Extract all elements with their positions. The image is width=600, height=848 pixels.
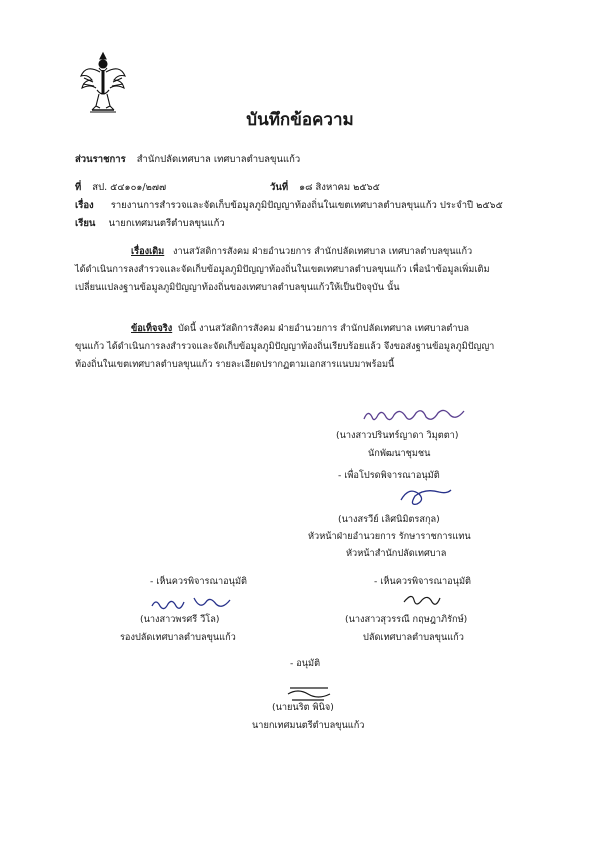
no-label: ที่: [75, 182, 82, 193]
signer-position: หัวหน้าสำนักปลัดเทศบาล: [346, 548, 447, 559]
paragraph-line: ท้องถิ่นในเขตเทศบาลตำบลขุนแก้ว รายละเอียดปรากฏตามเอกสารแนบมาพร้อมนี้: [75, 359, 395, 370]
approval-note: - เห็นควรพิจารณาอนุมัติ: [150, 576, 247, 587]
signature-mark: [395, 484, 455, 508]
approval-note: - อนุมัติ: [290, 658, 321, 669]
to-label: เรียน: [75, 218, 96, 229]
signer-position: นายกเทศมนตรีตำบลขุนแก้ว: [252, 720, 365, 731]
dept-line: [75, 152, 300, 167]
signer-name: (นางสาวสุวรรณี กฤษฎาภิรักษ์): [345, 614, 468, 625]
date-value: ๑๘ สิงหาคม ๒๕๖๕: [299, 182, 380, 193]
subject-line: [75, 198, 503, 213]
no-value: สป. ๕๔๑๐๑/๒๗๗: [92, 182, 167, 193]
signer-name: (นายนริต พินิจ): [272, 702, 334, 713]
signature-mark: [148, 592, 238, 614]
date-line: [270, 180, 380, 195]
paragraph-heading: ข้อเท็จจริง: [131, 323, 173, 334]
approval-note: - เพื่อโปรดพิจารณาอนุมัติ: [338, 470, 440, 481]
date-label: วันที่: [270, 182, 289, 193]
signer-name: (นางสาวพรศรี วีโล): [140, 614, 220, 625]
paragraph-line: บัดนี้ งานสวัสดิการสังคม ฝ่ายอำนวยการ สำนักปลัดเทศบาล เทศบาลตำบล: [178, 323, 470, 334]
paragraph-facts: [75, 320, 555, 374]
to-line: [75, 216, 225, 231]
paragraph-line: เปลี่ยนแปลงฐานข้อมูลภูมิปัญญาท้องถิ่นของเทศบาลตำบลขุนแก้วให้เป็นปัจจุบัน นั้น: [75, 282, 400, 293]
signer-position: หัวหน้าฝ่ายอำนวยการ รักษาราชการแทน: [308, 531, 471, 542]
signer-position: รองปลัดเทศบาลตำบลขุนแก้ว: [120, 632, 236, 643]
approval-note: - เห็นควรพิจารณาอนุมัติ: [374, 576, 471, 587]
subject-value: รายงานการสำรวจและจัดเก็บข้อมูลภูมิปัญญาท้องถิ่นในเขตเทศบาลตำบลขุนแก้ว ประจำปี ๒๕๖๕: [110, 200, 503, 211]
dept-value: สำนักปลัดเทศบาล เทศบาลตำบลขุนแก้ว: [136, 154, 301, 165]
signature-mark: [360, 405, 470, 427]
paragraph-heading: เรื่องเดิม: [131, 246, 165, 257]
signature-mark: [398, 588, 444, 612]
no-line: [75, 180, 166, 195]
page-title: บันทึกข้อความ: [246, 110, 354, 130]
signer-position: ปลัดเทศบาลตำบลขุนแก้ว: [363, 632, 464, 643]
signer-name: (นางสรวีย์ เลิศนิมิตรสกุล): [338, 514, 440, 525]
paragraph-line: งานสวัสดิการสังคม ฝ่ายอำนวยการ สำนักปลัดเทศบาล เทศบาลตำบลขุนแก้ว: [173, 246, 473, 257]
to-value: นายกเทศมนตรีตำบลขุนแก้ว: [108, 218, 225, 229]
paragraph-line: ขุนแก้ว ได้ดำเนินการลงสำรวจและจัดเก็บข้อมูลภูมิปัญญาท้องถิ่นเรียบร้อยแล้ว จึงขอส่งฐานข้อมูลภูมิปัญญา: [75, 341, 495, 352]
paragraph-background: [75, 243, 555, 297]
subject-label: เรื่อง: [75, 200, 94, 211]
signer-name: (นางสาวปรินทร์ญาดา วิมุตตา): [336, 430, 459, 441]
dept-label: ส่วนราชการ: [75, 154, 126, 165]
signer-position: นักพัฒนาชุมชน: [368, 448, 431, 459]
paragraph-line: ได้ดำเนินการลงสำรวจและจัดเก็บข้อมูลภูมิปัญญาท้องถิ่นในเขตเทศบาลตำบลขุนแก้ว เพื่อนำข้อมูลเพิ่มเติม: [75, 264, 490, 275]
